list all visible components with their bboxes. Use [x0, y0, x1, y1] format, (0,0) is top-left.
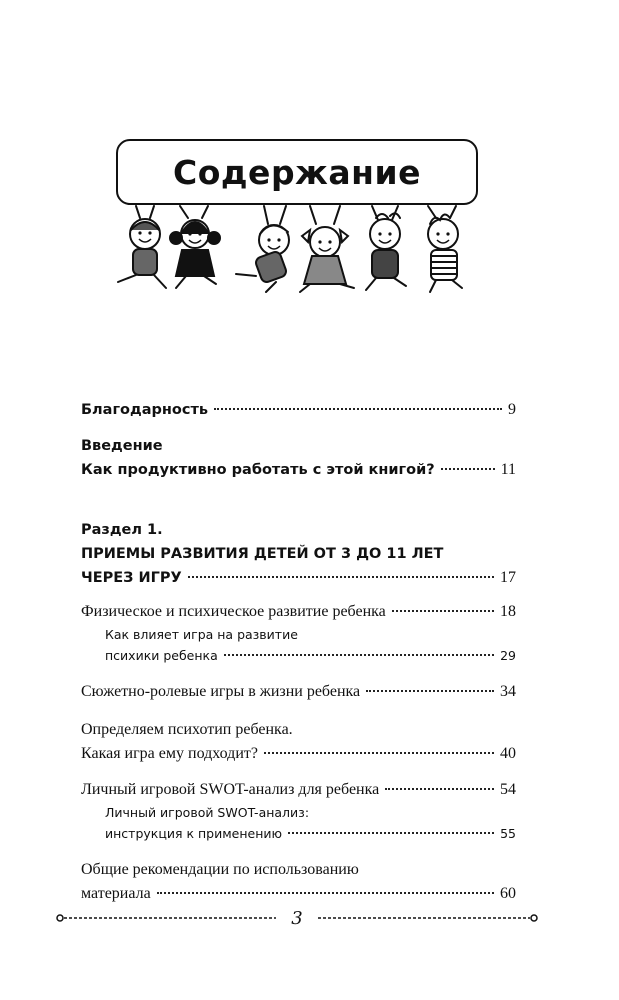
toc-entry-section1[interactable]	[81, 566, 516, 590]
toc-entry-psychotype[interactable]	[81, 742, 516, 766]
page-number: 54	[500, 781, 516, 798]
toc-entry-line2: Какая игра ему подходит?	[81, 745, 258, 762]
toc-entry-title: Сюжетно-ролевые игры в жизни ребенка	[81, 683, 361, 700]
children-illustration	[96, 196, 500, 296]
dot-leader	[288, 832, 494, 834]
toc-entry-title: Как продуктивно работать с этой книгой?	[81, 462, 435, 478]
subentry-line1: Личный игровой SWOT-анализ:	[105, 805, 310, 820]
subentry-line2: инструкция к применению	[105, 826, 283, 841]
toc-entry-role-games[interactable]	[81, 680, 516, 704]
page-number: 55	[500, 826, 516, 841]
toc-subentry-play-influence[interactable]	[81, 645, 516, 666]
toc-entry-title: Личный игровой SWOT-анализ для ребенка	[81, 781, 380, 798]
toc-entry-swot[interactable]	[81, 778, 516, 802]
page-number: 11	[500, 461, 516, 478]
section-title-line2: ЧЕРЕЗ ИГРУ	[81, 570, 182, 586]
toc-entry-intro[interactable]	[81, 458, 516, 482]
dot-leader	[441, 468, 495, 470]
toc-entry-physical[interactable]	[81, 600, 516, 624]
page-number: 9	[508, 401, 516, 418]
page-number: 18	[500, 603, 516, 620]
toc-entry-line2: материала	[81, 885, 151, 902]
toc-entry-line1: Определяем психотип ребенка.	[81, 721, 293, 738]
toc-entry-line1: Общие рекомендации по использованию	[81, 861, 359, 878]
footer-ornament	[56, 908, 538, 928]
page-number: 34	[500, 683, 516, 700]
toc-subentry-swot-instructions[interactable]	[81, 823, 516, 844]
dot-leader	[392, 610, 494, 612]
subentry-line2: психики ребенка	[105, 648, 218, 663]
dot-leader	[264, 752, 494, 754]
subentry-line1: Как влияет игра на развитие	[105, 627, 298, 642]
section-title-line1: ПРИЕМЫ РАЗВИТИЯ ДЕТЕЙ ОТ 3 ДО 11 ЛЕТ	[81, 546, 444, 562]
page-number: 29	[500, 648, 516, 663]
table-of-contents	[81, 398, 516, 906]
toc-entry-title: Физическое и психическое развитие ребенка	[81, 603, 386, 620]
footer-page-number: 3	[291, 908, 303, 928]
dot-leader	[157, 892, 494, 894]
page-title: Содержание	[173, 152, 421, 192]
dot-leader	[224, 654, 494, 656]
page-number: 60	[500, 885, 516, 902]
dot-leader	[214, 408, 502, 410]
page-number: 17	[500, 569, 516, 586]
section-label: Раздел 1.	[81, 522, 163, 538]
toc-entry-title: Благодарность	[81, 402, 209, 418]
toc-entry-recommendations[interactable]	[81, 882, 516, 906]
dot-leader	[385, 788, 494, 790]
dot-leader	[366, 690, 494, 692]
toc-entry-acknowledgements[interactable]	[81, 398, 516, 422]
page-number: 40	[500, 745, 516, 762]
dot-leader	[188, 576, 494, 578]
intro-heading: Введение	[81, 438, 163, 454]
